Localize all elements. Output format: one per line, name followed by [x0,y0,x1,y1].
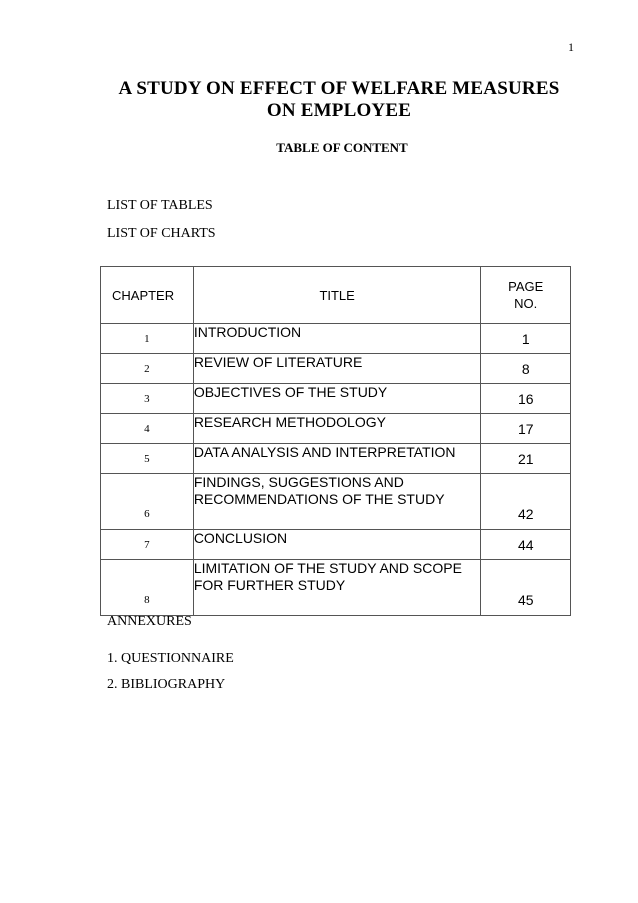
page-number: 1 [568,40,574,54]
chapter-number: 6 [101,474,194,530]
chapter-title: CONCLUSION [193,530,481,560]
chapter-title: LIMITATION OF THE STUDY AND SCOPE FOR FURTHER STUDY [193,560,481,616]
title-header: TITLE [193,267,481,324]
table-row [101,354,571,384]
page-number-cell: 44 [481,530,571,560]
page-number-cell: 1 [481,324,571,354]
page-number-cell: 17 [481,414,571,444]
page-header [481,267,571,324]
chapter-number: 8 [101,560,194,616]
table-row [101,324,571,354]
contents-table [100,266,571,616]
table-row [101,530,571,560]
page-number-cell: 8 [481,354,571,384]
page-number-cell: 45 [481,560,571,616]
table-row [101,560,571,616]
page-number-cell: 16 [481,384,571,414]
table-row [101,414,571,444]
table-row [101,474,571,530]
chapter-number: 1 [101,324,194,354]
chapter-title: RESEARCH METHODOLOGY [193,414,481,444]
table-row [101,384,571,414]
chapter-number: 7 [101,530,194,560]
annex-item-questionnaire: 1. QUESTIONNAIRE [107,651,234,666]
chapter-number: 4 [101,414,194,444]
chapter-number: 2 [101,354,194,384]
list-of-charts: LIST OF CHARTS [107,226,216,241]
document-title [90,78,588,122]
chapter-title: OBJECTIVES OF THE STUDY [193,384,481,414]
chapter-header: CHAPTER [101,267,194,324]
page-header-line-2: NO. [514,296,538,311]
page-header-line-1: PAGE [508,279,544,294]
chapter-title: FINDINGS, SUGGESTIONS AND RECOMMENDATIONS OF THE STUDY [193,474,481,530]
chapter-number: 5 [101,444,194,474]
annexures-heading: ANNEXURES [107,614,192,629]
table-header-row [101,267,571,324]
page-number-cell: 21 [481,444,571,474]
title-line-2: ON EMPLOYEE [266,100,412,121]
page-number-cell: 42 [481,474,571,530]
chapter-title: DATA ANALYSIS AND INTERPRETATION [193,444,481,474]
annex-item-bibliography: 2. BIBLIOGRAPHY [107,677,226,692]
list-of-tables: LIST OF TABLES [107,198,213,213]
table-of-content-heading: TABLE OF CONTENT [276,140,408,155]
chapter-title: REVIEW OF LITERATURE [193,354,481,384]
chapter-number: 3 [101,384,194,414]
table-row [101,444,571,474]
title-line-1: A STUDY ON EFFECT OF WELFARE MEASURES [118,78,560,99]
chapter-title: INTRODUCTION [193,324,481,354]
